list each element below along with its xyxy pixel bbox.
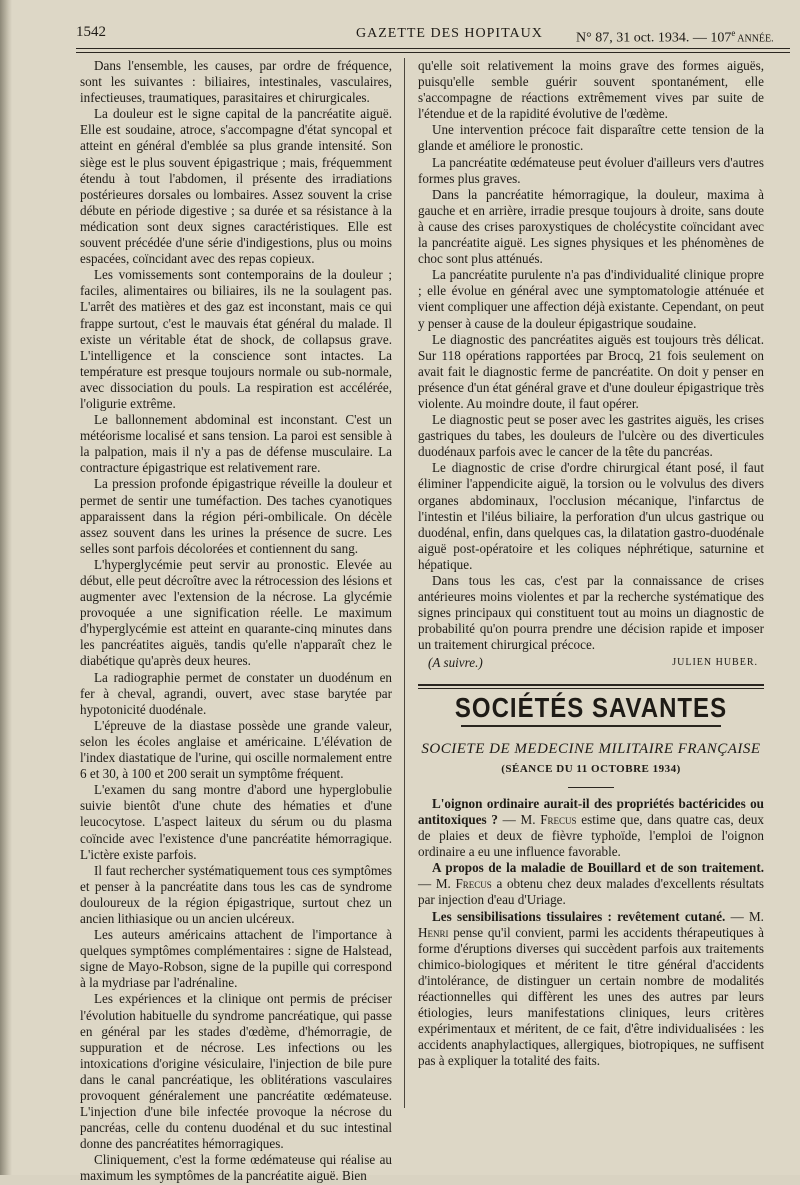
issue-line xyxy=(576,28,774,47)
page-header xyxy=(76,22,790,48)
page-number: 1542 xyxy=(76,24,106,40)
paragraph: Cliniquement, c'est la forme œdémateuse qui réalise au maximum les symptômes de la pancréatite aiguë. Bien xyxy=(80,1152,392,1184)
paragraph: Dans tous les cas, c'est par la connaissance de crises antérieures moins violentes et par la recherche systématique des signes principaux qui constituent tout au moins un diagnostic de probabilité qu'on pourra prendre une décision rapide et imposer un traitement chirurgical précoce. xyxy=(418,573,764,653)
section-rule xyxy=(418,688,764,689)
paragraph: Les vomissements sont contemporains de la douleur ; faciles, alimentaires ou biliaires, ils ne la soulagent pas. L'arrêt des matières et des gaz est inconstant, mais ce qui frappe surtout, c'est le mauvais état général du malade. Il existe un véritable état de shock, de collapsus grave. L'intelligence et la conscience sont intactes. La température est presque toujours normale ou sub-normale, avec dissociation du pouls. La respiration est accélérée, l'oligurie extrême. xyxy=(80,267,392,411)
paragraph: La radiographie permet de constater un duodénum en fer à cheval, agrandi, ouvert, avec stase barytée par hypotonicité duodénale. xyxy=(80,669,392,717)
paragraph: Le ballonnement abdominal est inconstant. C'est un météorisme localisé et sans tension. La paroi est sensible à la palpation, mais il n'y a pas de défense musculaire. La contracture épigastrique est relativement rare. xyxy=(80,412,392,476)
article-signature xyxy=(418,655,764,671)
section-rule xyxy=(418,684,764,686)
right-column xyxy=(418,58,764,1069)
item-text: a obtenu chez deux malades d'excellents résultats par injection d'eau d'Uriage. xyxy=(418,876,764,908)
item-speaker: M. Frecus xyxy=(520,811,577,827)
item-text: pense qu'il convient, parmi les accidents thérapeutiques à forme d'éruptions diverses qui succèdent parfois aux traitements chimico-biologiques et méritent le titre général d'accidents d'intolérance, de distinguer un certain nombre de modalités réactionnelles qui diffèrent les unes des autres par leurs étiologies, leurs manifestations cliniques, leurs critères expérimentaux et méritent, de ce fait, d'être individualisées : les accidents anaphylactiques, allergiques, biotropiques, ne suffisent pas à expliquer la totalité des faits. xyxy=(418,924,764,1069)
paragraph: Il faut rechercher systématiquement tous ces symptômes et penser à la pancréatite dans tous les cas de syndrome douloureux de la région épigastrique, surtout chez un ancien lithiasique ou un ancien ulcéreux. xyxy=(80,862,392,926)
paragraph: Le diagnostic peut se poser avec les gastrites aiguës, les crises gastriques du tabes, les douleurs de l'ulcère ou des diverticules duodénaux parfois avec le cancer de la tête du pancréas. xyxy=(418,412,764,460)
header-rule xyxy=(76,48,790,53)
paragraph: Dans l'ensemble, les causes, par ordre de fréquence, sont les suivantes : biliaires, intestinales, vasculaires, infectieuses, traumatiques, parasitaires et chirurgicales. xyxy=(80,58,392,106)
paragraph: Les auteurs américains attachent de l'importance à quelques symptômes complémentaires : signe de Halstead, signe de Mayo-Robson, signe de la pupille qui correspond à la mydriase par l'adrénaline. xyxy=(80,927,392,991)
journal-title: GAZETTE DES HOPITAUX xyxy=(356,26,543,41)
author-name: JULIEN HUBER. xyxy=(672,657,758,669)
item-text: estime que, dans quatre cas, deux de plaies et deux de fièvre typhoïde, l'emploi de l'oignon ordinaire a eu une influence favorable. xyxy=(418,811,764,860)
paragraph: La pancréatite œdémateuse peut évoluer d'ailleurs vers d'autres formes plus graves. xyxy=(418,154,764,186)
paragraph: Une intervention précoce fait disparaître cette tension de la glande et améliore le pronostic. xyxy=(418,122,764,154)
title-rule xyxy=(461,725,721,727)
column-divider xyxy=(404,58,405,1108)
issue-ordinal: e xyxy=(731,28,736,38)
item-speaker: M. Frecus xyxy=(435,876,492,892)
item-speaker: M. Henri xyxy=(418,908,764,940)
item-title: A propos de la maladie de Bouillard et de son traitement. xyxy=(432,860,764,876)
paragraph: Dans la pancréatite hémorragique, la douleur, maxima à gauche et en arrière, irradie presque toujours à droite, sans doute à cause des crises paroxystiques de cholécystite coïncidant avec la pancréatite aiguë. Les signes physiques et les phénomènes de choc sont plus atténués. xyxy=(418,186,764,267)
page-edge xyxy=(0,0,12,1175)
issue-number: N° 87, 31 oct. 1934. — 107 xyxy=(576,30,732,46)
paragraph: Le diagnostic des pancréatites aiguës est toujours très délicat. Sur 118 opérations rapportées par Brocq, 21 fois seulement on avait fait le diagnostic ferme de pancréatite. On doit y penser en présence d'un état général grave et d'une douleur épigastrique très violente. Au moindre doute, il faut opérer. xyxy=(418,331,764,411)
communication-item: Les sensibilisations tissulaires : revêtement cutané. — M. Henri pense qu'il convient, parmi les accidents thérapeutiques à forme d'éruptions diverses qui succèdent parfois aux traitements chimico-biologiques et méritent le titre général d'accidents d'intolérance, de distinguer un certain nombre de modalités réactionnelles qui diffèrent les unes des autres par leurs étiologies, leurs manifestations cliniques, leurs critères expérimentaux et méritent, de ce fait, d'être individualisées : les accidents anaphylactiques, allergiques, biotropiques, ne suffisent pas à expliquer la totalité des faits. xyxy=(418,908,764,1069)
paragraph: La douleur est le signe capital de la pancréatite aiguë. Elle est soudaine, atroce, s'accompagne d'état syncopal et atteint en général d'emblée sa plus grande intensité. Son siège est le plus souvent épigastrique ; mais, fréquemment étendu à tout l'abdomen, il présente des irradiations postérieures dorsales ou lombaires. Assez souvent la crise débute en période digestive ; sa durée et sa résistance à la médication sont deux signes caractéristiques. Elle est souvent précédée d'une série d'indigestions, plus ou moins espacées, coïncidant avec des repas copieux. xyxy=(80,106,392,267)
short-rule xyxy=(568,787,614,788)
paragraph: L'examen du sang montre d'abord une hyperglobulie suivie bientôt d'une chute des hématies et d'une leucocytose. L'aspect laiteux du sérum ou du plasma coïncide avec l'existence d'une pancréatite hémorragique. L'ictère existe parfois. xyxy=(80,782,392,862)
item-title: Les sensibilisations tissulaires : revêtement cutané. xyxy=(432,908,726,924)
paragraph: qu'elle soit relativement la moins grave des formes aiguës, puisqu'elle semble guérir souvent spontanément, elle s'accompagne de réactions extrêmement vives par suite de l'étendue et de la rapidité évolutive de l'œdème. xyxy=(418,58,764,122)
paragraph: Les expériences et la clinique ont permis de préciser l'évolution habituelle du syndrome pancréatique, qui passe en général par les stades d'œdème, d'hémorragie, de suppuration et de nécrose. Les infections ou les intoxications d'origine vésiculaire, l'injection de bile pure dans le canal pancréatique, les oblitérations vasculaires provoquent généralement une pancréatite œdémateuse. L'injection d'une bile infectée provoque la nécrose du pancréas, celle du contenu duodénal et du suc intestinal donne des pancréatites hémorragiques. xyxy=(80,991,392,1152)
session-date: (SÉANCE DU 11 OCTOBRE 1934) xyxy=(501,762,681,775)
section-title: SOCIÉTÉS SAVANTES xyxy=(454,692,728,724)
to-be-continued: (A suivre.) xyxy=(428,655,483,671)
paragraph: Le diagnostic de crise d'ordre chirurgical étant posé, il faut éliminer l'appendicite aiguë, la torsion ou le volvulus des divers organes abdominaux, l'occlusion mécanique, l'infarctus de l'intestin et l'iléus biliaire, la perforation d'un ulcus gastrique ou duodénal, enfin, dans quelques cas, la dilatation gastro-duodénale aiguë post-opératoire et les coliques néphrétique, saturnine et hépatique. xyxy=(418,460,764,572)
item-title: L'oignon ordinaire aurait-il des propriétés bactéricides ou antitoxiques ? xyxy=(418,795,764,827)
communication-item: L'oignon ordinaire aurait-il des propriétés bactéricides ou antitoxiques ? — M. Frecus estime que, dans quatre cas, deux de plaies et deux de fièvre typhoïde, l'emploi de l'oignon ordinaire a eu une influence favorable. xyxy=(418,795,764,860)
paragraph: L'épreuve de la diastase possède une grande valeur, selon les écoles anglaise et américaine. L'élévation de l'index diastatique de l'urine, qui oscille normalement entre 6 et 30, à 100 et 200 serait un symptôme fréquent. xyxy=(80,717,392,782)
left-column xyxy=(80,58,392,1185)
society-name: SOCIETE DE MEDECINE MILITAIRE FRANÇAISE xyxy=(421,740,761,757)
issue-year-label: ANNÉE. xyxy=(735,33,774,45)
paragraph: La pancréatite purulente n'a pas d'individualité clinique propre ; elle évolue en général avec une symptomatologie atténuée et vient compliquer une affection déjà existante. Cependant, on peut y penser à cause de la douleur épigastrique soudaine. xyxy=(418,267,764,331)
paragraph: La pression profonde épigastrique réveille la douleur et permet de sentir une tuméfaction. Des taches cyanotiques apparaissent dans la région péri-ombilicale. On décèle assez souvent dans les urines la présence de sucre. Les selles sont parfois décolorées et contiennent du sang. xyxy=(80,476,392,556)
communication-item: A propos de la maladie de Bouillard et de son traitement. — M. Frecus a obtenu chez deux malades d'excellents résultats par injection d'eau d'Uriage. xyxy=(418,860,764,908)
paragraph: L'hyperglycémie peut servir au pronostic. Elevée au début, elle peut décroître avec la rétrocession des lésions et augmenter avec l'extension de la nécrose. La glycémie provoquée a une signification réelle. Le maximum d'hyperglycémie est atteint en quarante-cinq minutes dans les pancréatites aiguës, tandis qu'elle n'apparaît chez le diabétique qu'après deux heures. xyxy=(80,556,392,669)
